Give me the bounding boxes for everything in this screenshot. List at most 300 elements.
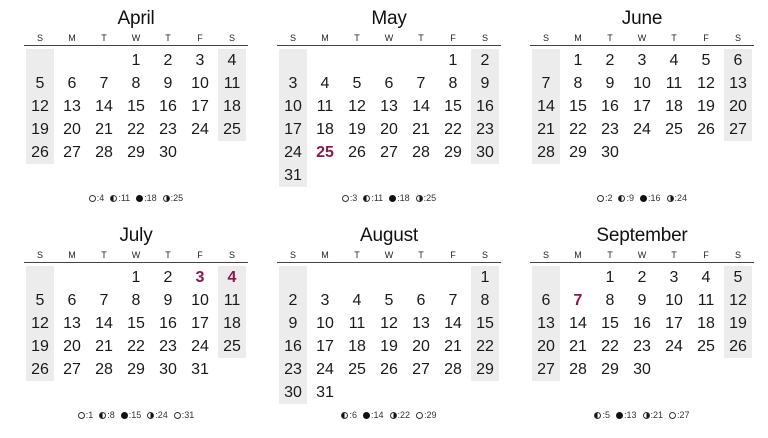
month-july [24,225,248,381]
date-cell: 22 [444,121,462,138]
date-cell: 15 [471,312,499,335]
date-cell: 27 [724,118,752,141]
date-cell: 15 [127,98,145,115]
date-cell: 18 [316,121,334,138]
date-cell: 24 [191,121,209,138]
date-cell: 1 [131,269,141,286]
last-quarter-moon-icon [363,195,370,202]
moon-phase-date: :9 [626,193,634,203]
moon-phase [341,410,357,420]
date-cell: 8 [448,75,458,92]
date-cell: 20 [412,338,430,355]
date-cell: 14 [569,315,587,332]
date-cell: 18 [218,312,246,335]
weekday-label: M [68,250,76,260]
moon-phase-date: :2 [604,193,613,203]
weekday-label: S [734,250,741,260]
date-cell: 9 [163,292,173,309]
date-cell: 23 [159,338,177,355]
date-cell: 12 [697,75,715,92]
moon-phase [89,193,105,203]
full-moon-icon [89,195,96,202]
month-title: April [117,8,155,29]
date-cell: 28 [95,144,113,161]
date-cell: 31 [316,384,334,401]
date-grid [530,266,754,381]
month-title: July [119,225,153,246]
weekday-label: F [197,250,203,260]
moon-phases-april [24,193,248,203]
weekday-label: F [450,250,456,260]
moon-phases-july [24,410,248,420]
date-cell: 18 [665,98,683,115]
date-cell: 4 [701,269,711,286]
date-cell: 2 [279,289,307,312]
empty-cell [405,266,437,289]
date-cell: 14 [444,315,462,332]
moon-phase-date: :6 [349,410,357,420]
date-cell: 30 [601,144,619,161]
date-cell: 3 [669,269,679,286]
weekday-label: T [354,250,360,260]
date-cell: 19 [348,121,366,138]
empty-cell [373,49,405,72]
empty-cell [562,266,594,289]
date-cell: 19 [697,98,715,115]
date-grid [24,49,248,164]
empty-cell [56,49,88,72]
moon-phase-date: :29 [424,410,437,420]
date-cell: 29 [569,144,587,161]
weekday-label: M [321,33,329,43]
moon-phase-date: :8 [107,410,115,420]
date-cell: 24 [665,338,683,355]
empty-cell [373,381,405,404]
moon-phase [640,193,661,203]
date-cell: 19 [26,335,54,358]
month-september [530,225,754,381]
last-quarter-moon-icon [618,195,625,202]
date-cell: 17 [665,315,683,332]
new-moon-icon [136,195,143,202]
moon-phase [78,410,94,420]
date-cell: 18 [697,315,715,332]
date-cell: 20 [724,95,752,118]
date-cell: 24 [633,121,651,138]
moon-phase [163,193,184,203]
date-cell: 30 [633,361,651,378]
moon-phase [669,410,690,420]
date-cell: 5 [384,292,394,309]
date-cell: 16 [633,315,651,332]
moon-phase [110,193,130,203]
empty-cell [341,49,373,72]
date-cell: 13 [412,315,430,332]
weekday-label: T [607,33,613,43]
weekday-label: S [542,250,549,260]
date-cell: 28 [444,361,462,378]
date-cell: 31 [191,361,209,378]
date-cell: 3 [195,269,205,286]
date-cell: 22 [127,338,145,355]
weekday-label: S [481,33,488,43]
date-cell: 27 [63,144,81,161]
date-cell: 1 [471,266,499,289]
date-cell: 23 [159,121,177,138]
date-cell: 22 [601,338,619,355]
date-cell: 6 [416,292,426,309]
date-cell: 8 [605,292,615,309]
weekday-label: F [450,33,456,43]
weekday-label: T [671,33,677,43]
empty-cell [309,266,341,289]
date-cell: 7 [99,292,109,309]
new-moon-icon [121,412,128,419]
empty-cell [309,49,341,72]
last-quarter-moon-icon [594,412,601,419]
date-cell: 10 [633,75,651,92]
date-cell: 18 [218,95,246,118]
weekday-label: S [228,250,235,260]
date-cell: 19 [724,312,752,335]
empty-cell [722,141,754,164]
date-cell: 5 [724,266,752,289]
empty-cell [469,381,501,404]
date-cell: 26 [26,358,54,381]
date-cell: 21 [444,338,462,355]
moon-phase [390,410,411,420]
first-quarter-moon-icon [667,195,674,202]
moon-phase-date: :4 [96,193,105,203]
date-cell: 7 [532,72,560,95]
date-cell: 16 [601,98,619,115]
date-cell: 10 [279,95,307,118]
empty-cell [658,358,690,381]
empty-cell [532,49,560,72]
header-divider [24,262,248,263]
date-cell: 28 [569,361,587,378]
date-cell: 8 [131,75,141,92]
date-cell: 9 [637,292,647,309]
date-cell: 26 [26,141,54,164]
moon-phase-date: :24 [674,193,688,203]
moon-phases-may [277,193,501,203]
date-cell: 17 [633,98,651,115]
date-cell: 5 [26,289,54,312]
weekday-header [24,32,248,45]
weekday-label: W [384,250,394,260]
date-cell: 23 [633,338,651,355]
header-divider [277,45,501,46]
date-cell: 11 [218,72,246,95]
weekday-label: S [734,33,741,43]
weekday-label: M [574,33,582,43]
date-cell: 23 [279,358,307,381]
moon-phase [363,410,384,420]
date-cell: 4 [218,49,246,72]
header-divider [277,262,501,263]
date-cell: 7 [448,292,458,309]
empty-cell [341,164,373,187]
header-divider [530,262,754,263]
date-cell: 10 [191,75,209,92]
date-cell: 5 [352,75,362,92]
date-cell: 27 [532,358,560,381]
date-cell: 29 [471,358,499,381]
date-cell: 22 [569,121,587,138]
weekday-label: T [101,250,107,260]
empty-cell [690,358,722,381]
date-grid [24,266,248,381]
date-cell: 6 [532,289,560,312]
first-quarter-moon-icon [163,195,170,202]
date-cell: 24 [191,338,209,355]
date-cell: 17 [316,338,334,355]
date-cell: 3 [320,292,330,309]
date-cell: 2 [637,269,647,286]
date-cell: 13 [63,98,81,115]
weekday-label: F [197,33,203,43]
empty-cell [184,141,216,164]
date-cell: 12 [348,98,366,115]
date-cell: 21 [95,338,113,355]
empty-cell [341,381,373,404]
weekday-label: S [481,250,488,260]
moon-phase-date: :18 [397,193,410,203]
date-cell: 31 [279,164,307,187]
weekday-header [24,249,248,262]
date-cell: 15 [569,98,587,115]
weekday-label: W [637,250,647,260]
date-cell: 15 [601,315,619,332]
date-cell: 28 [532,141,560,164]
moon-phase [363,193,383,203]
empty-cell [88,266,120,289]
date-cell: 26 [380,361,398,378]
date-cell: 16 [159,315,177,332]
full-moon-icon [174,412,181,419]
empty-cell [26,266,54,289]
date-cell: 5 [26,72,54,95]
date-cell: 17 [191,98,209,115]
full-moon-icon [342,195,349,202]
new-moon-icon [616,412,623,419]
weekday-header [277,32,501,45]
weekday-label: F [703,250,709,260]
date-cell: 7 [573,292,583,309]
date-cell: 8 [573,75,583,92]
moon-phase [99,410,115,420]
empty-cell [437,381,469,404]
weekday-label: W [384,33,394,43]
moon-phase [618,193,634,203]
full-moon-icon [669,412,676,419]
date-grid [530,49,754,164]
date-cell: 21 [412,121,430,138]
date-cell: 13 [532,312,560,335]
last-quarter-moon-icon [341,412,348,419]
empty-cell [437,266,469,289]
date-cell: 25 [348,361,366,378]
date-cell: 24 [279,141,307,164]
date-cell: 25 [316,144,334,161]
empty-cell [309,164,341,187]
date-cell: 19 [26,118,54,141]
date-cell: 23 [601,121,619,138]
date-cell: 4 [669,52,679,69]
date-cell: 3 [195,52,205,69]
date-cell: 16 [159,98,177,115]
date-cell: 1 [448,52,458,69]
month-title: September [596,225,688,246]
weekday-label: T [418,250,424,260]
full-moon-icon [416,412,423,419]
moon-phase-date: :16 [648,193,661,203]
month-title: May [371,8,407,29]
weekday-label: S [542,33,549,43]
date-cell: 13 [63,315,81,332]
date-cell: 29 [127,144,145,161]
date-cell: 11 [218,289,246,312]
moon-phase [594,410,610,420]
date-cell: 5 [701,52,711,69]
date-cell: 6 [67,75,77,92]
date-cell: 11 [348,315,366,332]
last-quarter-moon-icon [99,412,106,419]
weekday-label: W [131,250,141,260]
weekday-label: M [574,250,582,260]
date-cell: 26 [697,121,715,138]
date-cell: 30 [159,144,177,161]
date-cell: 4 [320,75,330,92]
date-cell: 26 [724,335,752,358]
date-cell: 24 [316,361,334,378]
empty-cell [405,49,437,72]
date-cell: 10 [316,315,334,332]
month-may [277,8,501,187]
date-cell: 25 [218,335,246,358]
empty-cell [469,164,501,187]
first-quarter-moon-icon [147,412,154,419]
first-quarter-moon-icon [643,412,650,419]
empty-cell [722,358,754,381]
date-cell: 4 [218,266,246,289]
date-cell: 21 [95,121,113,138]
empty-cell [690,141,722,164]
date-cell: 6 [384,75,394,92]
empty-cell [373,266,405,289]
weekday-label: T [165,250,171,260]
date-cell: 29 [127,361,145,378]
date-cell: 17 [279,118,307,141]
date-grid [277,266,501,404]
moon-phase [389,193,410,203]
empty-cell [437,164,469,187]
date-cell: 12 [26,312,54,335]
weekday-label: T [607,250,613,260]
month-april [24,8,248,164]
moon-phase-date: :1 [85,410,94,420]
date-cell: 10 [191,292,209,309]
date-grid [277,49,501,187]
date-cell: 25 [218,118,246,141]
empty-cell [373,164,405,187]
month-august [277,225,501,404]
moon-phase-date: :5 [602,410,610,420]
new-moon-icon [640,195,647,202]
first-quarter-moon-icon [390,412,397,419]
date-cell: 27 [412,361,430,378]
date-cell: 9 [163,75,173,92]
moon-phase [136,193,157,203]
date-cell: 30 [279,381,307,404]
date-cell: 1 [131,52,141,69]
moon-phase [416,410,437,420]
first-quarter-moon-icon [416,195,423,202]
date-cell: 19 [380,338,398,355]
date-cell: 25 [697,338,715,355]
date-cell: 9 [279,312,307,335]
date-cell: 2 [163,52,173,69]
empty-cell [26,49,54,72]
date-cell: 2 [471,49,499,72]
empty-cell [658,141,690,164]
date-cell: 4 [352,292,362,309]
date-cell: 14 [532,95,560,118]
full-moon-icon [597,195,604,202]
date-cell: 9 [471,72,499,95]
date-cell: 20 [63,121,81,138]
date-cell: 17 [191,315,209,332]
weekday-label: T [354,33,360,43]
weekday-label: S [36,33,43,43]
moon-phase-date: :22 [397,410,411,420]
moon-phase [616,410,637,420]
moon-phase-date: :3 [349,193,358,203]
date-cell: 13 [380,98,398,115]
weekday-label: M [321,250,329,260]
weekday-header [530,32,754,45]
date-cell: 14 [95,98,113,115]
empty-cell [341,266,373,289]
moon-phase [597,193,613,203]
empty-cell [279,49,307,72]
moon-phase [643,410,664,420]
weekday-label: W [131,33,141,43]
date-cell: 14 [412,98,430,115]
weekday-label: T [671,250,677,260]
moon-phase-date: :11 [118,193,131,203]
moon-phase [667,193,688,203]
date-cell: 11 [697,292,715,309]
empty-cell [405,164,437,187]
moon-phases-september [530,410,754,420]
moon-phase-date: :21 [650,410,664,420]
month-june [530,8,754,164]
new-moon-icon [389,195,396,202]
date-cell: 1 [573,52,583,69]
date-cell: 18 [348,338,366,355]
weekday-label: W [637,33,647,43]
empty-cell [216,141,248,164]
weekday-label: T [101,33,107,43]
weekday-header [277,249,501,262]
date-cell: 20 [380,121,398,138]
date-cell: 28 [95,361,113,378]
moon-phase-date: :27 [677,410,690,420]
moon-phase-date: :31 [181,410,195,420]
header-divider [530,45,754,46]
